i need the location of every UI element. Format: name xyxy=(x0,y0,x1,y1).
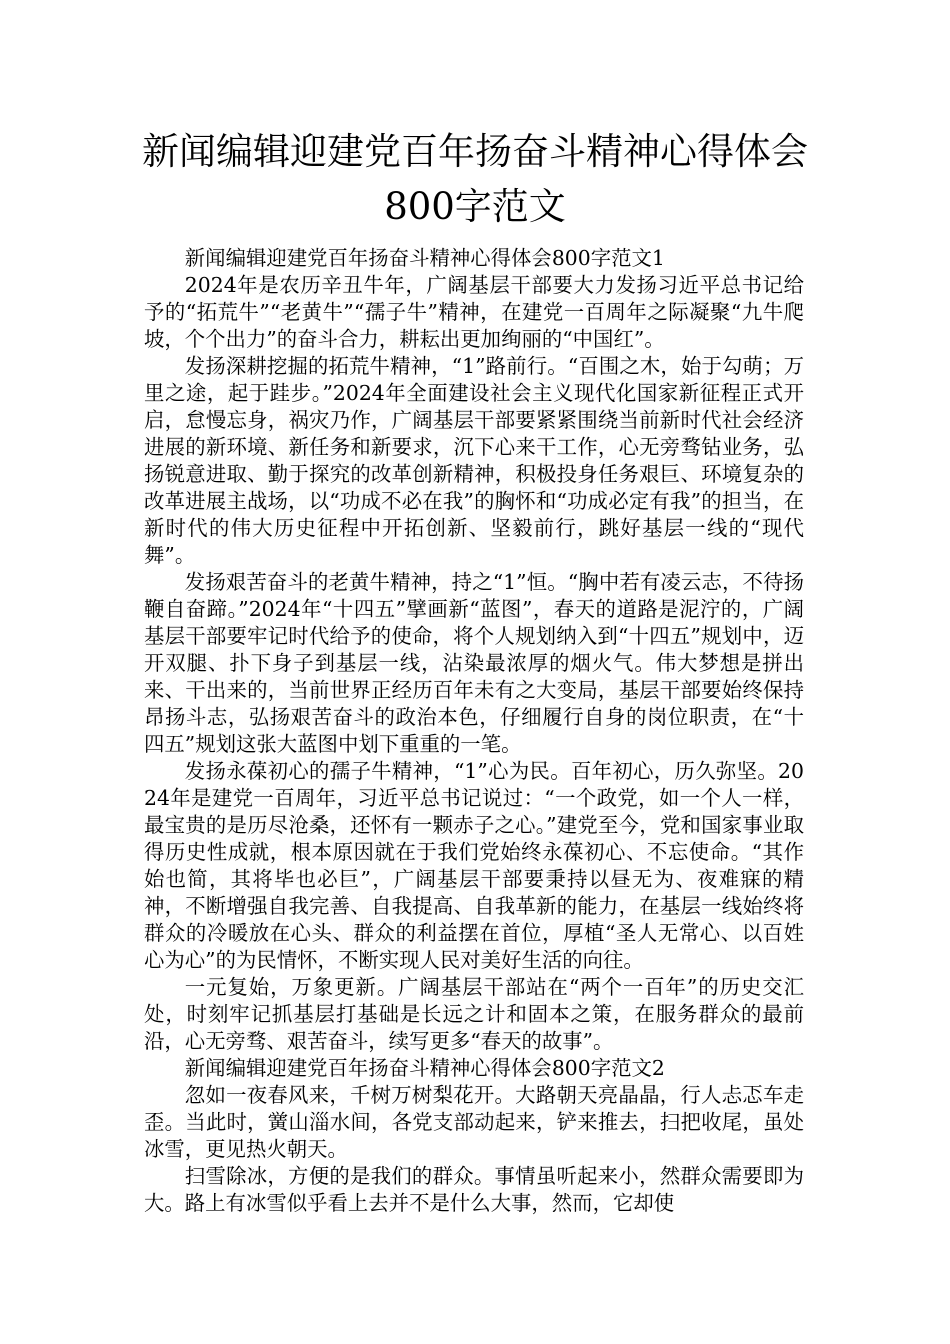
document-body xyxy=(144,245,804,1217)
section-heading-1: 新闻编辑迎建党百年扬奋斗精神心得体会800字范文1 xyxy=(184,246,665,270)
paragraph-intro: 2024年是农历辛丑牛年，广阔基层干部要大力发扬习近平总书记给予的“拓荒牛”“老黄牛”“孺子牛”精神，在建党一百周年之际凝聚“九牛爬坡，个个出力”的奋斗合力，耕耘出更加绚丽的“中国红”。 xyxy=(144,273,804,351)
document-title xyxy=(120,124,830,234)
title-line-1: 新闻编辑迎建党百年扬奋斗精神心得体会 xyxy=(142,130,808,173)
paragraph-snow-clearing: 扫雪除冰，方便的是我们的群众。事情虽听起来小，然群众需要即为大。路上有冰雪似乎看上去并不是什么大事，然而，它却使 xyxy=(144,1164,804,1215)
section-heading-2: 新闻编辑迎建党百年扬奋斗精神心得体会800字范文2 xyxy=(184,1056,665,1080)
title-line-2: 800字范文 xyxy=(384,185,566,228)
paragraph-snow: 忽如一夜春风来，千树万树梨花开。大路朝天亮晶晶，行人忐忑车走歪。当此时，黉山淄水间，各党支部动起来，铲来推去，扫把收尾，虽处冰雪，更见热火朝天。 xyxy=(144,1083,804,1161)
paragraph-servant-ox: 发扬永葆初心的孺子牛精神，“1”心为民。百年初心，历久弥坚。2024年是建党一百周年，习近平总书记说过：“一个政党，如一个人一样，最宝贵的是历尽沧桑，还怀有一颗赤子之心。”建党至今，党和国家事业取得历史性成就，根本原因就在于我们党始终永葆初心、不忘使命。“其作始也简，其将毕也必巨”，广阔基层干部要秉持以昼无为、夜难寐的精神，不断增强自我完善、自我提高、自我革新的能力，在基层一线始终将群众的冷暖放在心头、群众的利益摆在首位，厚植“圣人无常心、以百姓心为心”的为民情怀，不断实现人民对美好生活的向往。 xyxy=(144,759,804,972)
paragraph-old-ox: 发扬艰苦奋斗的老黄牛精神，持之“1”恒。“胸中若有凌云志，不待扬鞭自奋蹄。”2024年“十四五”擘画新“蓝图”，春天的道路是泥泞的，广阔基层干部要牢记时代给予的使命，将个人规划纳入到“十四五”规划中，迈开双腿、扑下身子到基层一线，沾染最浓厚的烟火气。伟大梦想是拼出来、干出来的，当前世界正经历百年未有之大变局，基层干部要始终保持昂扬斗志，弘扬艰苦奋斗的政治本色，仔细履行自身的岗位职责，在“十四五”规划这张大蓝图中划下重重的一笔。 xyxy=(144,570,804,756)
paragraph-pioneer-ox: 发扬深耕挖掘的拓荒牛精神，“1”路前行。“百围之木，始于勾萌；万里之途，起于跬步。”2024年全面建设社会主义现代化国家新征程正式开启，怠慢忘身，祸灾乃作，广阔基层干部要紧紧围绕当前新时代社会经济进展的新环境、新任务和新要求，沉下心来干工作，心无旁骛钻业务，弘扬锐意进取、勤于探究的改革创新精神，积极投身任务艰巨、环境复杂的改革进展主战场，以“功成不必在我”的胸怀和“功成必定有我”的担当，在新时代的伟大历史征程中开拓创新、坚毅前行，跳好基层一线的“现代舞”。 xyxy=(144,354,804,567)
paragraph-conclusion: 一元复始，万象更新。广阔基层干部站在“两个一百年”的历史交汇处，时刻牢记抓基层打基础是长远之计和固本之策，在服务群众的最前沿，心无旁骛、艰苦奋斗，续写更多“春天的故事”。 xyxy=(144,975,804,1053)
